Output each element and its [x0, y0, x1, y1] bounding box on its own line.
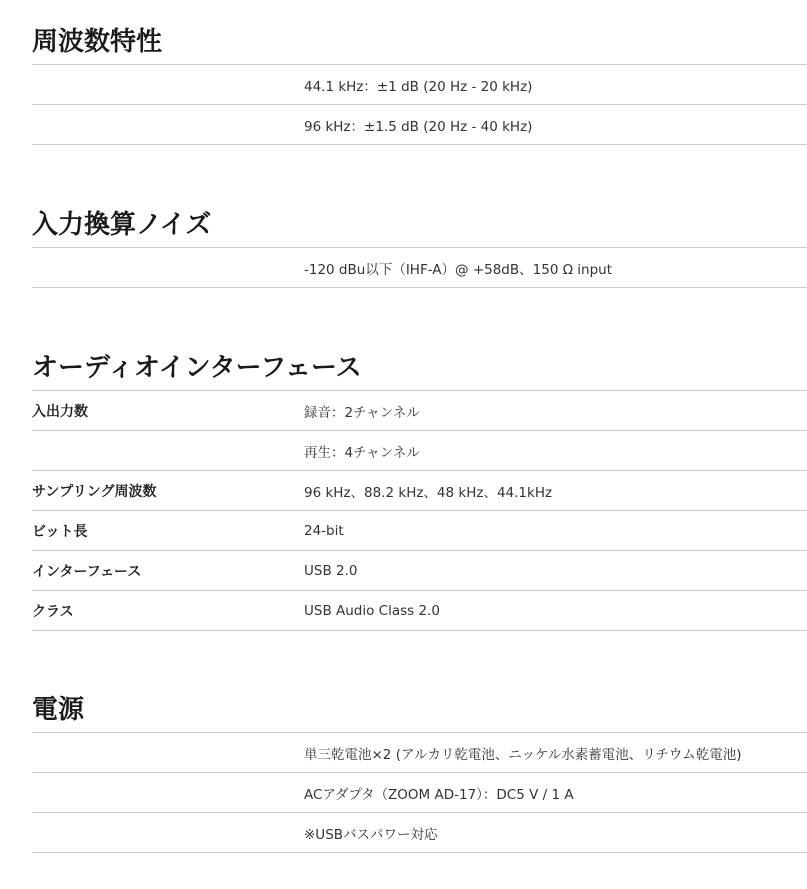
spec-row — [32, 471, 807, 511]
spec-value: 録音：2チャンネル — [304, 404, 420, 421]
spec-value: 96 kHz、88.2 kHz、48 kHz、44.1kHz — [304, 484, 553, 501]
section-title: 入力換算ノイズ — [32, 210, 212, 240]
spec-section-audio-interface — [32, 349, 807, 631]
spec-value: 再生：4チャンネル — [304, 444, 420, 461]
section-title: 電源 — [32, 695, 85, 725]
spec-value: -120 dBu以下（IHF-A）@ +58dB、150 Ω input — [304, 261, 613, 278]
spec-section-power — [32, 691, 807, 853]
spec-row — [32, 591, 807, 631]
spec-row — [32, 551, 807, 591]
spec-value: 96 kHz：±1.5 dB (20 Hz - 40 kHz) — [304, 118, 533, 135]
spec-label: インターフェース — [32, 563, 142, 580]
spec-row — [32, 248, 807, 288]
spec-table — [32, 64, 807, 145]
spec-value: USB Audio Class 2.0 — [304, 602, 440, 619]
spec-row — [32, 65, 807, 105]
spec-label: クラス — [32, 603, 74, 620]
spec-value: 単三乾電池×2 (アルカリ乾電池、ニッケル水素蓄電池、リチウム乾電池) — [304, 746, 742, 763]
spec-value: USB 2.0 — [304, 562, 358, 579]
spec-row — [32, 105, 807, 145]
spec-row — [32, 391, 807, 431]
spec-value: 24-bit — [304, 522, 344, 539]
spec-value: ※USBバスパワー対応 — [304, 826, 438, 843]
spec-label: 入出力数 — [32, 403, 88, 420]
spec-value: ACアダプタ（ZOOM AD-17）：DC5 V / 1 A — [304, 786, 574, 803]
section-title: 周波数特性 — [32, 27, 163, 57]
spec-row — [32, 773, 807, 813]
spec-section-frequency-response — [32, 23, 807, 145]
spec-row — [32, 733, 807, 773]
spec-table — [32, 732, 807, 853]
spec-value: 44.1 kHz：±1 dB (20 Hz - 20 kHz) — [304, 78, 533, 95]
spec-row — [32, 431, 807, 471]
spec-table — [32, 390, 807, 631]
spec-row — [32, 813, 807, 853]
spec-section-input-noise — [32, 206, 807, 288]
spec-table — [32, 247, 807, 288]
section-title: オーディオインターフェース — [32, 353, 362, 383]
spec-label: サンプリング周波数 — [32, 483, 157, 500]
spec-row — [32, 511, 807, 551]
spec-label: ビット長 — [32, 523, 88, 540]
